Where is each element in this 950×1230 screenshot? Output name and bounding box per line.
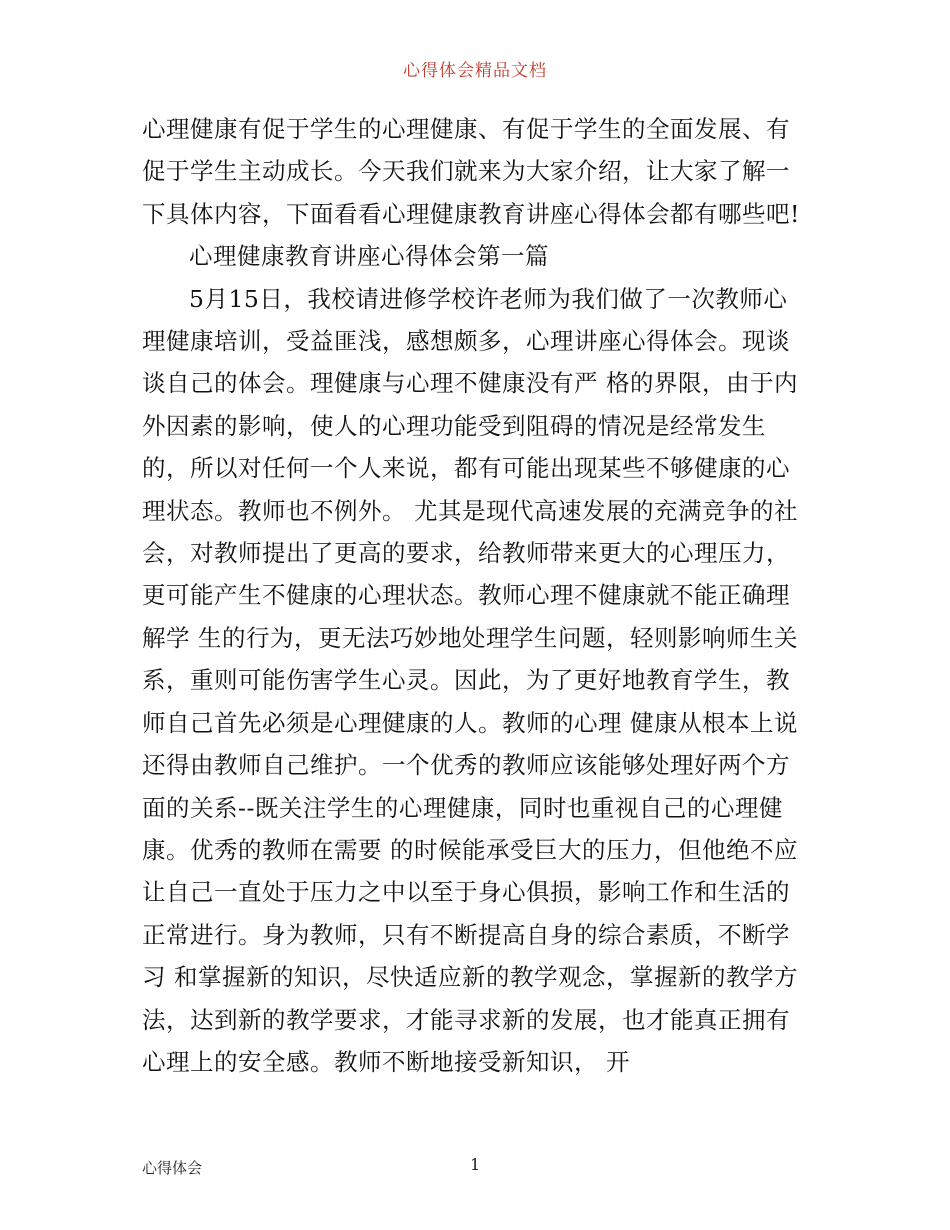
page-header: 心得体会精品文档 — [403, 61, 547, 81]
document-body — [142, 108, 810, 1083]
page-number: 1 — [470, 1155, 481, 1174]
intro-paragraph: 心理健康有促于学生的心理健康、有促于学生的全面发展、有促于学生主动成长。今天我们就来为大家介绍，让大家了解一下具体内容，下面看看心理健康教育讲座心得体会都有哪些吧! — [142, 115, 800, 228]
section-title: 心理健康教育讲座心得体会第一篇 — [189, 242, 549, 271]
body-paragraph: 5月15日，我校请进修学校许老师为我们做了一次教师心理健康培训，受益匪浅，感想颇多，心理讲座心得体会。现谈谈自己的体会。理健康与心理不健康没有严 格的界限，由于内外因素的影响，使人的心理功能受到阻碍的情况是经常发生的，所以对任何一个人来说，都有可能出现某些不够健康的心理状态。教师也不例外。 尤其是现代高速发展的充满竞争的社会，对教师提出了更高的要求，给教师带来更大的心理压力，更可能产生不健康的心理状态。教师心理不健康就不能正确理解学 生的行为，更无法巧妙地处理学生问题，轻则影响师生关系，重则可能伤害学生心灵。因此，为了更好地教育学生，教师自己首先必须是心理健康的人。教师的心理 健康从根本上说还得由教师自己维护。一个优秀的教师应该能够处理好两个方面的关系--既关注学生的心理健康，同时也重视自己的心理健康。优秀的教师在需要 的时候能承受巨大的压力，但他绝不应让自己一直处于压力之中以至于身心俱损，影响工作和生活的正常进行。身为教师，只有不断提高自身的综合素质，不断学习 和掌握新的知识，尽快适应新的教学观念，掌握新的教学方法，达到新的教学要求，才能寻求新的发展，也才能真正拥有心理上的安全感。教师不断地接受新知识， 开 — [142, 284, 798, 1076]
footer-label: 心得体会 — [142, 1159, 203, 1177]
